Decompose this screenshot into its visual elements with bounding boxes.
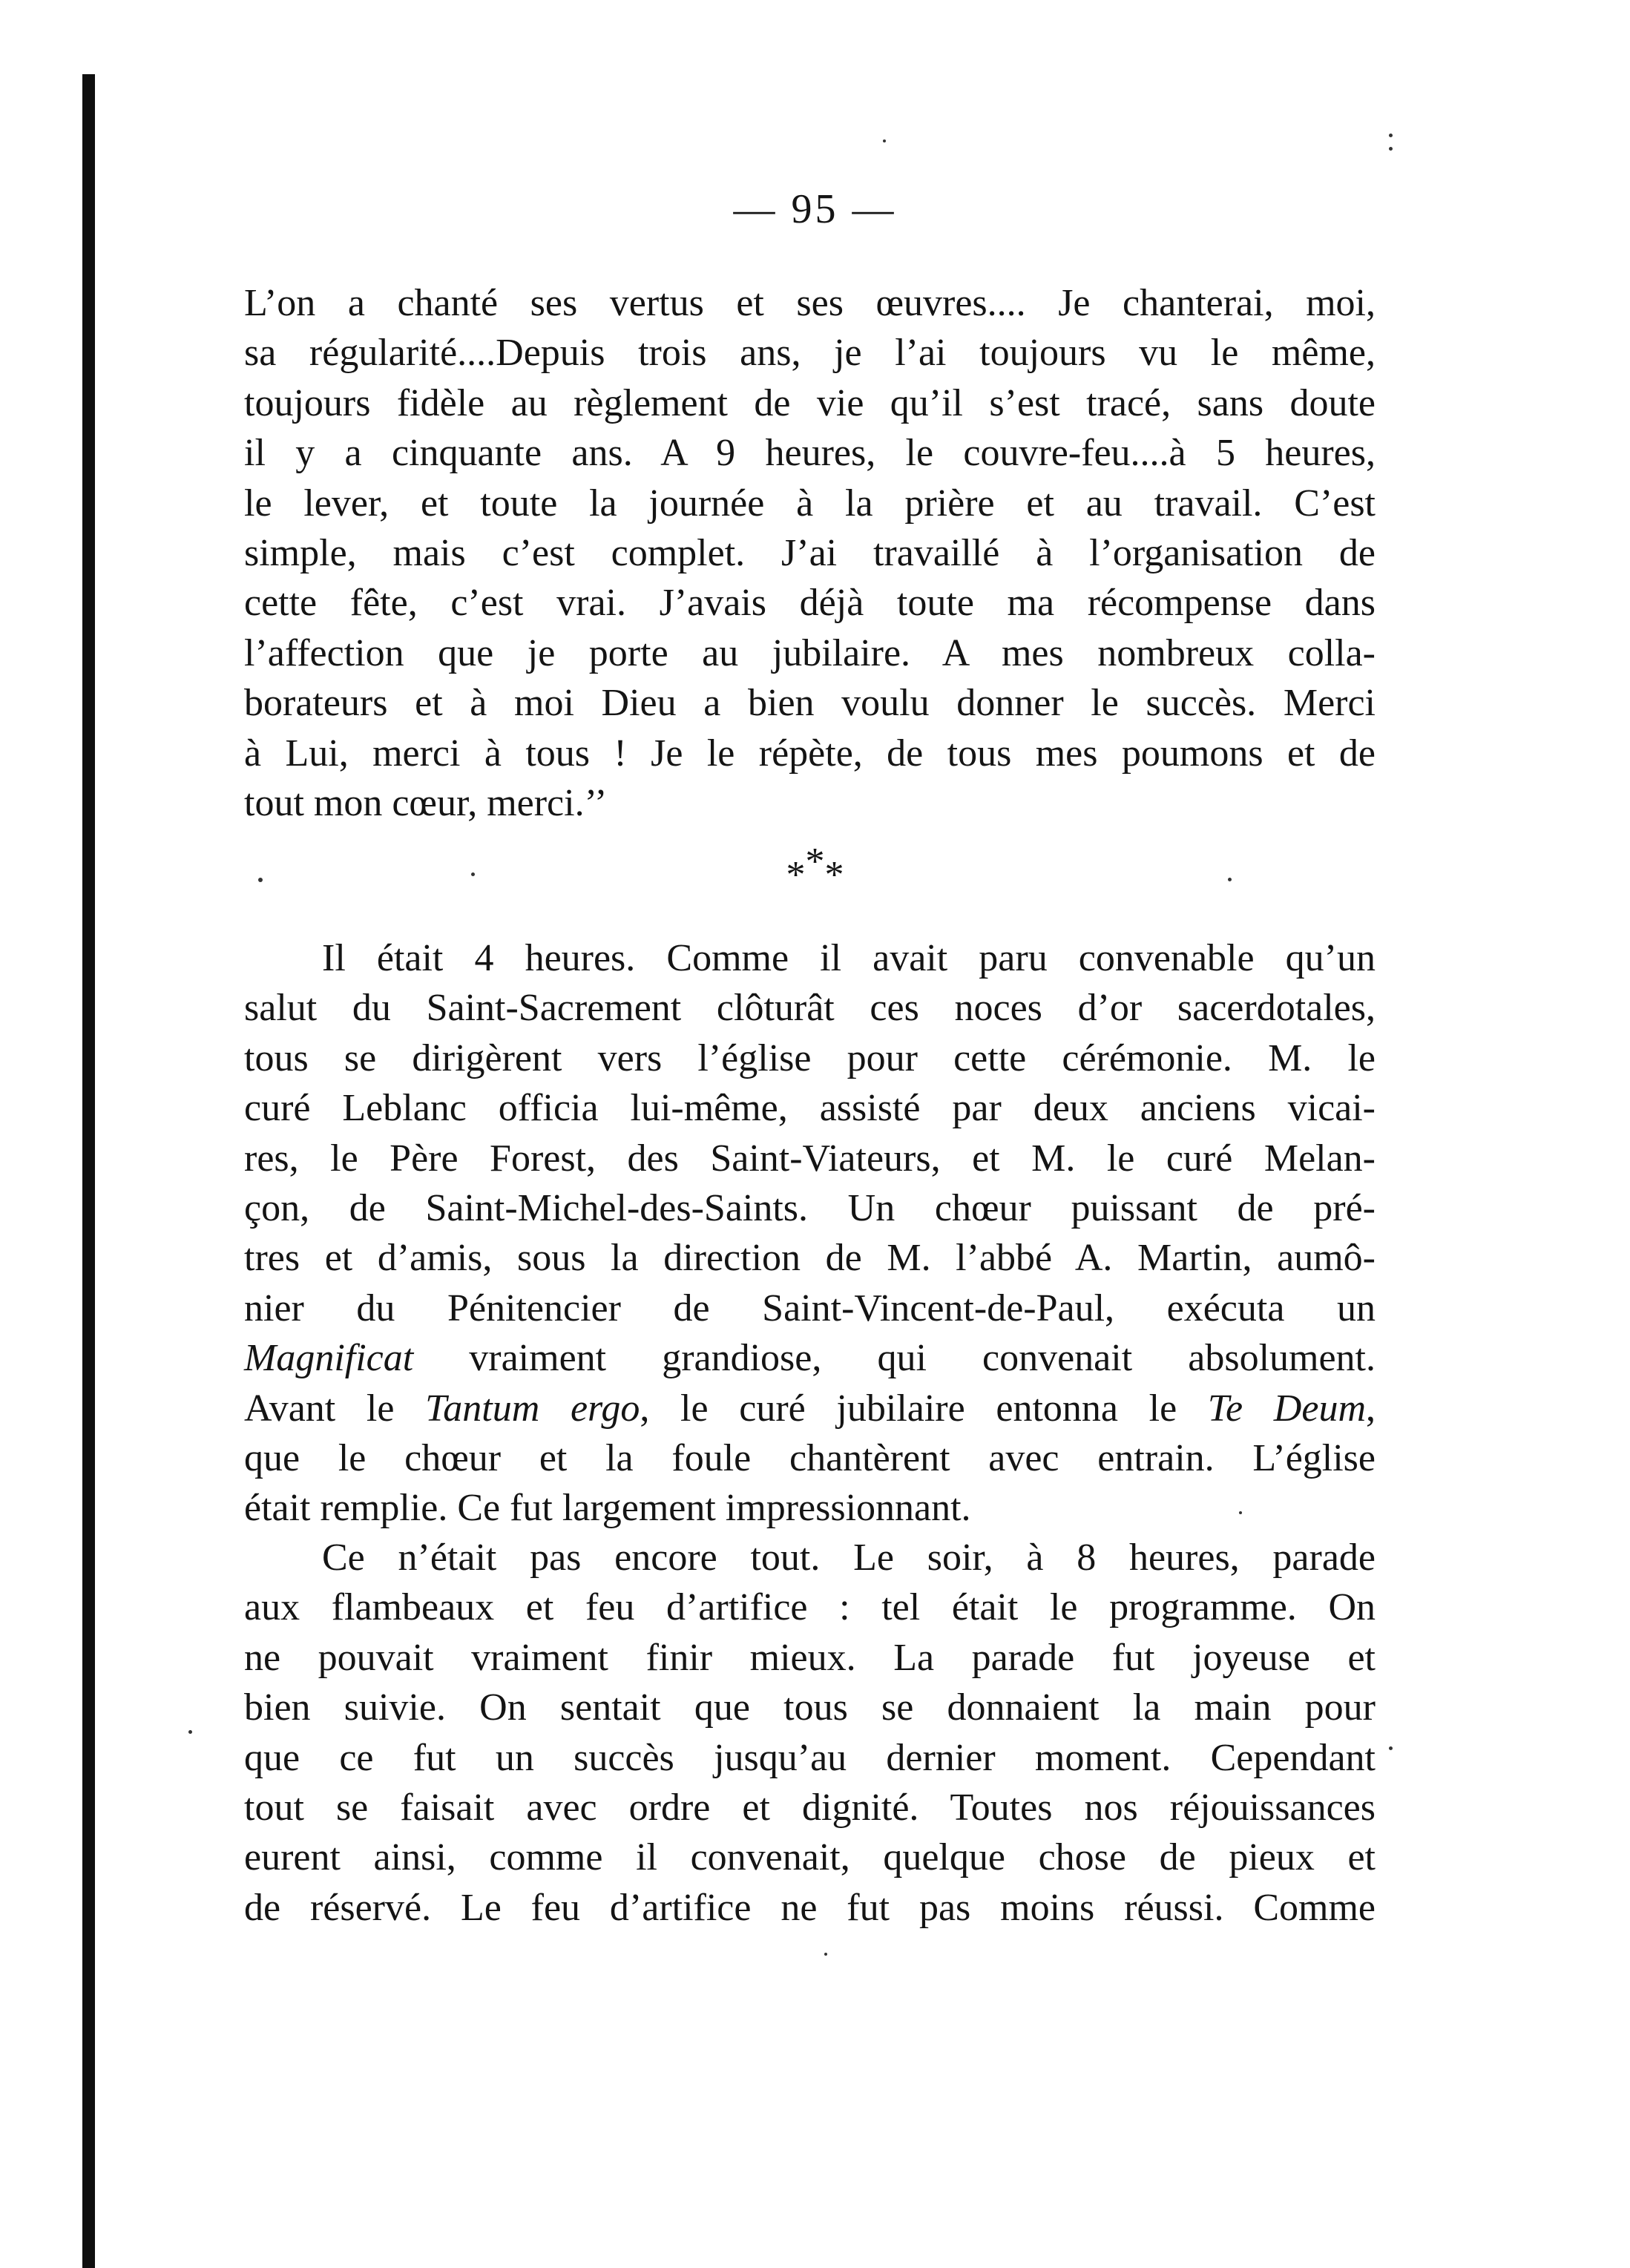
- scan-speck: [883, 139, 886, 142]
- text-line: salut du Saint-Sacrement clôturât ces noces d’or sacerdotales,: [244, 987, 1376, 1030]
- text-line: aux flambeaux et feu d’artifice : tel était le programme. On: [244, 1586, 1376, 1629]
- text-line: çon, de Saint-Michel-des-Saints. Un chœur puissant de pré-: [244, 1186, 1376, 1229]
- page-binding-edge: [82, 74, 95, 2268]
- scan-speck: [824, 1953, 827, 1956]
- text-fragment: vraiment grandiose, qui convenait absolument.: [413, 1337, 1376, 1380]
- tantum-ergo-title: Tantum ergo: [425, 1387, 640, 1430]
- text-line: bien suivie. On sentait que tous se donnaient la main pour: [244, 1686, 1376, 1729]
- text-line: toujours fidèle au règlement de vie qu’il s’est tracé, sans doute: [244, 381, 1376, 424]
- text-line: tout se faisait avec ordre et dignité. Toutes nos réjouissances: [244, 1786, 1376, 1829]
- text-line: le lever, et toute la journée à la prière et au travail. C’est: [244, 481, 1376, 525]
- text-line: tres et d’amis, sous la direction de M. l’abbé A. Martin, aumô-: [244, 1237, 1376, 1280]
- text-line: L’on a chanté ses vertus et ses œuvres.... Je chanterai, moi,: [244, 282, 1376, 324]
- text-line: curé Leblanc officia lui-même, assisté par deux anciens vicai-: [244, 1087, 1376, 1130]
- text-line: nier du Pénitencier de Saint-Vincent-de-Paul, exécuta un: [244, 1286, 1376, 1329]
- text-line: eurent ainsi, comme il convenait, quelque chose de pieux et: [244, 1836, 1376, 1879]
- scan-speck: [1389, 134, 1393, 137]
- text-line-magnificat: [244, 1333, 1376, 1383]
- text-fragment: ,: [1366, 1387, 1376, 1430]
- text-line: il y a cinquante ans. A 9 heures, le couvre-feu....à 5 heures,: [244, 432, 1376, 475]
- paragraph-quote-ending: [244, 278, 1376, 828]
- scan-speck: [1389, 1746, 1393, 1750]
- text-line: sa régularité....Depuis trois ans, je l’ai toujours vu le même,: [244, 332, 1376, 375]
- page-number: — 95 —: [733, 186, 897, 232]
- asterisk-middle: *: [805, 841, 825, 883]
- text-line: borateurs et à moi Dieu a bien voulu donner le succès. Merci: [244, 682, 1376, 725]
- magnificat-title: Magnificat: [244, 1337, 414, 1380]
- text-line: que ce fut un succès jusqu’au dernier moment. Cependant: [244, 1736, 1376, 1779]
- scan-speck: [1389, 147, 1393, 151]
- text-line: à Lui, merci à tous ! Je le répète, de tous mes poumons et de: [244, 732, 1376, 775]
- text-line: simple, mais c’est complet. J’ai travaillé à l’organisation de: [244, 531, 1376, 574]
- asterisk-left: *: [786, 854, 806, 896]
- text-fragment: , le curé jubilaire entonna le: [640, 1387, 1208, 1430]
- text-line: que le chœur et la foule chantèrent avec entrain. L’église: [244, 1436, 1376, 1479]
- text-line: était remplie. Ce fut largement impressionnant.: [244, 1487, 971, 1530]
- text-line: Ce n’était pas encore tout. Le soir, à 8 heures, parade: [322, 1536, 1376, 1579]
- text-line: Il était 4 heures. Comme il avait paru convenable qu’un: [322, 937, 1376, 979]
- text-line: l’affection que je porte au jubilaire. A mes nombreux colla-: [244, 631, 1376, 674]
- paragraph-salut: [244, 933, 1376, 1534]
- te-deum-title: Te Deum: [1207, 1387, 1366, 1430]
- text-line: tout mon cœur, merci.’’: [244, 781, 608, 824]
- text-line: tous se dirigèrent vers l’église pour cette cérémonie. M. le: [244, 1036, 1376, 1079]
- text-fragment: Avant le: [244, 1387, 426, 1430]
- text-line: de réservé. Le feu d’artifice ne fut pas moins réussi. Comme: [244, 1886, 1376, 1929]
- section-separator-asterism: [0, 841, 1630, 898]
- text-line: res, le Père Forest, des Saint-Viateurs, et M. le curé Melan-: [244, 1137, 1376, 1180]
- text-line-tantum-ergo: [244, 1384, 1376, 1433]
- asterisk-right: *: [824, 854, 844, 896]
- scan-speck: [188, 1730, 192, 1734]
- text-line: ne pouvait vraiment finir mieux. La parade fut joyeuse et: [244, 1636, 1376, 1679]
- paragraph-parade: [244, 1533, 1376, 1933]
- text-line: cette fête, c’est vrai. J’avais déjà toute ma récompense dans: [244, 582, 1376, 625]
